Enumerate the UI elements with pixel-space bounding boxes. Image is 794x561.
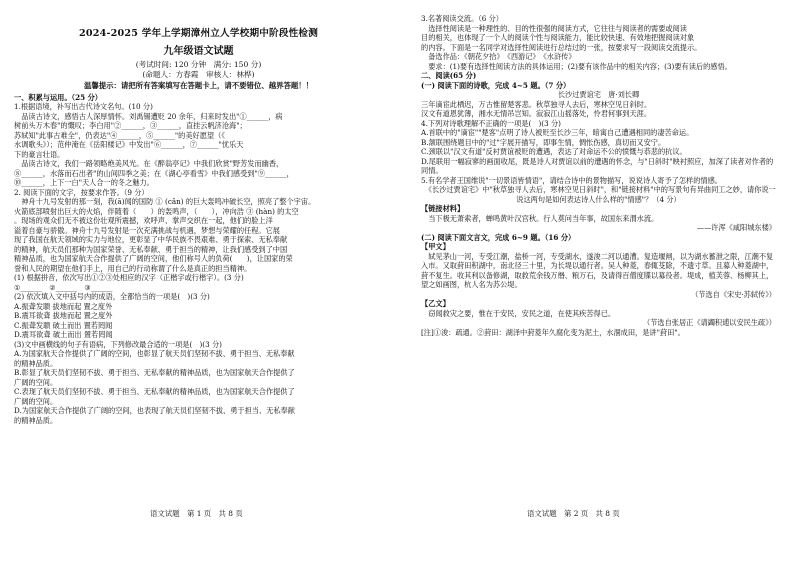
page-right (397, 0, 794, 561)
text-line: 火箭底部喷射出巨大的火焰，伴随着（ ）的轰鸣声，（ ），冲向浩 ③ (hàn) 的太空 (14, 206, 299, 216)
text-line: 神舟十九号发射的那一刻，我(ā)闻的国防 ① (cǎn) 的巨大轰鸣冲破长空，照亮了整个宇宙。 (14, 197, 316, 207)
text-line: （节选自张居正《请蠲积逋以安民生疏》） (643, 318, 776, 327)
text-line: （节选自《宋史·苏轼传》） (691, 289, 776, 299)
text-line: ——许浑《咸阳城东楼》 (696, 223, 776, 232)
text-line: 长沙过贾谊宅 唐·刘长卿 (557, 90, 640, 99)
left-column (14, 14, 383, 425)
answer-tip: 温馨提示：请把所有答案填写在答题卡上，请不要错位、越界答题！！ (83, 80, 314, 90)
exam-subject-title: 九年级语文试题 (163, 45, 234, 57)
text-line: 的内容。下面是一名同学对选择性阅读进行总结过的一张，按要求写一段阅读交流提示。 (421, 42, 702, 52)
text-line: 苏轼知"此事古难全"，仍表达"④______，⑤______"的美好愿望（《 (14, 130, 225, 140)
text-line: 3.名著阅读交流。（6 分） (421, 14, 503, 23)
text-line: (3)文中画横线的句子有语病，下列修改最合适的一项是( )(3 分) (14, 339, 222, 349)
text-line: 的精神品质。 (14, 415, 58, 425)
text-line: 4.下列对诗歌理解不正确的一项是( )(3 分) (421, 118, 561, 128)
text-line: 现了我国在航天领域的实力与地位，更彰显了中华民族不畏艰难、勇于探索、无私奉献 (14, 235, 288, 245)
text-line: ⑧______，水落而石出者"的山间四季之美；在《湖心亭看雪》中我们感受到"⑨______， (14, 168, 294, 178)
exam-time-info: (考试时间: 120 分钟 满分: 150 分) (135, 59, 262, 69)
text-line: 《长沙过贾谊宅》中"秋草独寻人去后，寒林空见日斜时"，和"链接材料"中的写景句有异曲同工之妙，请你说一说这两句是如何表达诗人什么样的"情感"？（4 分） (421, 185, 776, 204)
text-line: B.彰显了航天员们坚韧不拔、勇于担当、无私奉献的精神品质，也为国家航天合作提供了 (14, 368, 295, 378)
text-line: 。现场的观众们无不被这份壮观所震撼，欢呼声、掌声交织在一起，他们的脸上洋 (14, 216, 273, 226)
text-line: 二、阅读(65 分) (421, 71, 477, 80)
text-line: (1) 根据拼音，依次写出①②③处相应的汉字（正楷字或行楷字）。(3 分) (14, 273, 244, 283)
text-line: (2) 依次填入文中括号内的成语，全都恰当的一项是( )(3 分) (14, 292, 210, 302)
text-line: 1.根据语境，补写出古代诗文名句。(10 分) (14, 102, 153, 112)
text-line: 三年谪宦此栖迟，万古惟留楚客悲。秋草独寻人去后，寒林空见日斜时。 (421, 99, 652, 109)
left-body-text (14, 93, 383, 426)
text-line: D.尾联用一幅寂寥的画面收尾，既是诗人对贾谊以前的遭遇的怀念，与"日斜时"映衬照应，加深了读者对作者的同情。 (421, 156, 774, 175)
text-line: C.表现了航天员们坚韧不拔、勇于担当、无私奉献的精神品质，也为国家航天合作提供了 (14, 387, 295, 397)
text-line: 品读古诗文，感悟古人深厚情怀。刘禹锡遭贬 20 余年，归来时发出"①______，病 (14, 111, 283, 121)
text-line: 当下极无萧索者，蝉鸣黄叶汉宫秋。行人莫问当年事，故国东来渭水流。 (421, 213, 659, 223)
text-line: A.振聋发聩 拔地而起 置之度外 (14, 301, 113, 311)
text-line: 精神品质，也为国家航天合作提供了广阔的空间，他们称号人的负荷( )，让国家的荣 (14, 254, 293, 264)
text-line: 窃闻救灾之要，惟在于安民，安民之道，在使其疾苦得已。 (421, 308, 616, 318)
page-footer-left: 语文试题 第 1 页 共 8 页 (150, 509, 243, 519)
text-line: [注]①浚：疏通。②葑田：湖泽中葑菱年久腐化变为泥土，水涸成田，是讲"葑田"。 (421, 327, 685, 337)
text-line: 的精神，航天员们那种为国家荣誉、无私奉献、勇于担当的精神，让我们感受到了中国 (14, 244, 288, 254)
right-column (421, 14, 776, 337)
text-line: 一、积累与运用。（25 分） (14, 92, 102, 102)
text-line: A.首联中的"谪宦""楚客"点明了诗人被贬至长沙三年，暗寓自己遭遇相同的凄苦命运。 (421, 128, 694, 137)
text-line: 品读古诗文，我们一路领略绝美风光。在《醉翁亭记》中我们欣赏"野芳发而幽香， (14, 159, 284, 169)
text-line: 【乙文】 (421, 299, 450, 308)
text-line: B.颔联围绕题目中的"过"字展开描写，即事生情，惆怅伤感，真切而又安宁。 (421, 137, 666, 147)
text-line: C.颈联以"汉文有道"反衬贾谊被贬的遭遇，表达了对命运不公的愤慨与恭悲的抗议。 (421, 147, 687, 156)
text-line: C.振聋发聩 破土而出 置若罔闻 (14, 320, 113, 330)
text-line: 目的相关，也体现了一个人的阅读个性与阅读能力，能比较快速、有效地把握阅读对象 (421, 33, 695, 42)
text-line: 汉文有道恩犹薄，湘水无情吊岂知。寂寂江山摇落处，怜君何事到天涯。 (421, 109, 652, 118)
right-body-text (421, 14, 776, 337)
page-footer-right: 语文试题 第 2 页 共 8 页 (527, 509, 620, 519)
text-line: 下的豪言壮语。 (14, 149, 65, 159)
text-line: 广阔的空间。 (14, 396, 58, 406)
school-exam-title: 2024-2025 学年上学期漳州立人学校期中阶段性检测 (78, 28, 318, 39)
text-line: (二) 阅读下面文言文，完成 6~9 题。（16 分） (421, 232, 576, 242)
text-line: D.震耳欲聋 破土而出 置若罔闻 (14, 330, 113, 340)
text-line: 2. 阅读下面的文字，按要求作答。（9 分） (14, 187, 149, 197)
text-line: 树前头万木春"的慨叹；李白用"②______，③______，直挂云帆济沧海"； (14, 121, 247, 131)
text-line: ⑩______，上下一白"天人合一的冬之魅力。 (14, 178, 154, 188)
text-line: 广阔的空间。 (14, 377, 58, 387)
text-line: A.为国家航天合作提供了广阔的空间，也彰显了航天员们坚韧不拔、勇于担当、无私奉献 (14, 349, 295, 359)
text-line: ①______ ②______ ③______ (14, 282, 113, 292)
text-line: 5.有名学者王国维说"一切景语皆情语"，请结合诗中的景物描写，说说诗人寄予了怎样的情感。 (421, 175, 722, 185)
text-line: 要求：(1)要有选择性阅读方法的具体运用；(2)要有该作品中的相关内容；(3)要有读后的感悟。 (421, 61, 732, 71)
text-line: 选择性阅读是一种理性的、目的性很强的阅读方式，它往往与阅读者的需要或阅读 (421, 23, 687, 33)
text-line: 的精神品质。 (14, 358, 58, 368)
text-line: 誉和人民的期望在他们手上，用自己的行动称谓了什么是真正的担当精神。 (14, 263, 252, 273)
text-line: 轼见茅山一河，专受江潮，盐桥一河，专受湖水，遂浚二河以通漕。复造堰闸，以为湖水蓄泄之限，江潮不复入市。又取葑田积湖中，南北径三十里，为长堤以通行者。吴人种菱，春辄芟除，不遗寸草。且募人种菱湖中，葑不复生。收其利以备修湖，取救荒余钱万缗、粮万石，及请得百僧度牒以募役者。堤成，植芙蓉、杨柳其上，望之如画图，杭人名为苏公堤。 (421, 251, 774, 289)
text-line: B.震耳欲聋 拔地而起 置之度外 (14, 311, 113, 321)
text-line: 【甲文】 (421, 242, 450, 251)
text-line: 【链接材料】 (421, 204, 465, 213)
text-line: 备选作品：《朝花夕拾》 《西游记》 《水浒传》 (421, 52, 576, 61)
text-line: (一) 阅读下面的诗歌，完成 4~5 题。（7 分） (421, 80, 571, 90)
text-line: 水调歌头》）；范仲淹在《岳阳楼记》中发出"⑥______，⑦______"忧乐天 (14, 140, 244, 150)
exam-author-info: (命题人：方春霞 审核人：林桦) (142, 69, 255, 79)
text-line: D.为国家航天合作提供了广阔的空间，也表现了航天员们坚韧不拔、勇于担当、无私奉献 (14, 406, 295, 416)
text-line: 溢着自豪与骄傲。神舟十九号发射是一次充满挑战与机遇，梦想与荣耀的任程。它展 (14, 225, 280, 235)
